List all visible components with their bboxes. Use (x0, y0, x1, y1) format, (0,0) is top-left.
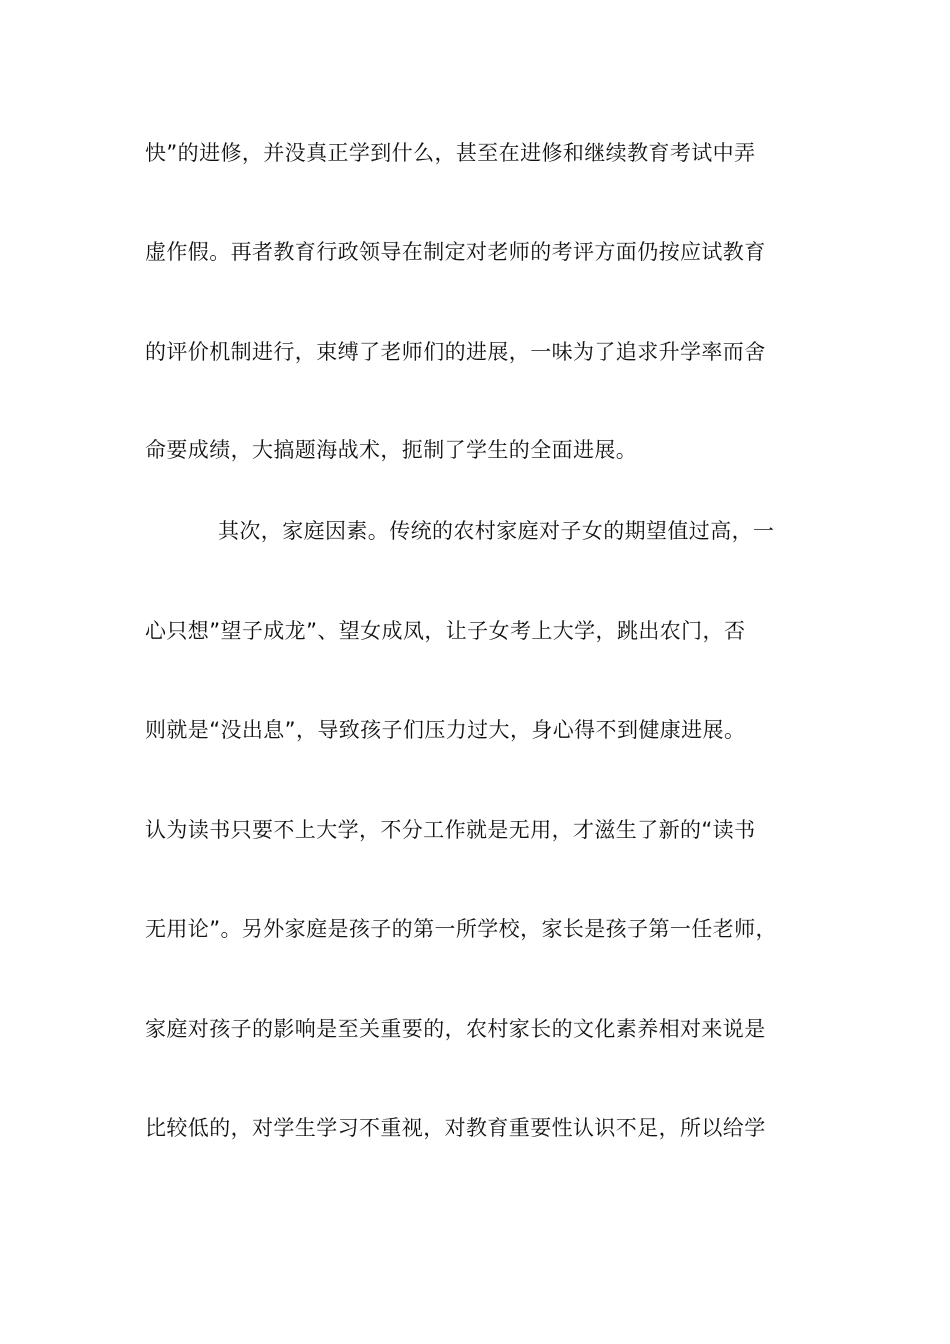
text-line: 心只想”望子成龙”、望女成凤，让子女考上大学，跳出农门，否 (145, 619, 746, 643)
text-line: 虚作假。再者教育行政领导在制定对老师的考评方面仍按应试教育 (145, 240, 766, 264)
paragraph-first-line: 其次，家庭因素。传统的农村家庭对子女的期望值过高，一 (218, 519, 775, 543)
text-line: 的评价机制进行，束缚了老师们的进展，一味为了追求升学率而舍 (145, 340, 766, 364)
text-line: 家庭对孩子的影响是至关重要的，农村家长的文化素养相对来说是 (145, 1017, 766, 1041)
text-line: 快”的进修，并没真正学到什么，甚至在进修和继续教育考试中弄 (145, 141, 756, 165)
text-line: 比较低的，对学生学习不重视，对教育重要性认识不足，所以给学 (145, 1116, 766, 1140)
text-line: 无用论”。另外家庭是孩子的第一所学校，家长是孩子第一任老师， (145, 917, 777, 941)
text-line: 命要成绩，大搞题海战术，扼制了学生的全面进展。 (145, 438, 638, 462)
text-line: 认为读书只要不上大学，不分工作就是无用，才滋生了新的“读书 (145, 818, 756, 842)
text-line: 则就是“没出息”，导致孩子们压力过大，身心得不到健康进展。 (145, 718, 746, 742)
